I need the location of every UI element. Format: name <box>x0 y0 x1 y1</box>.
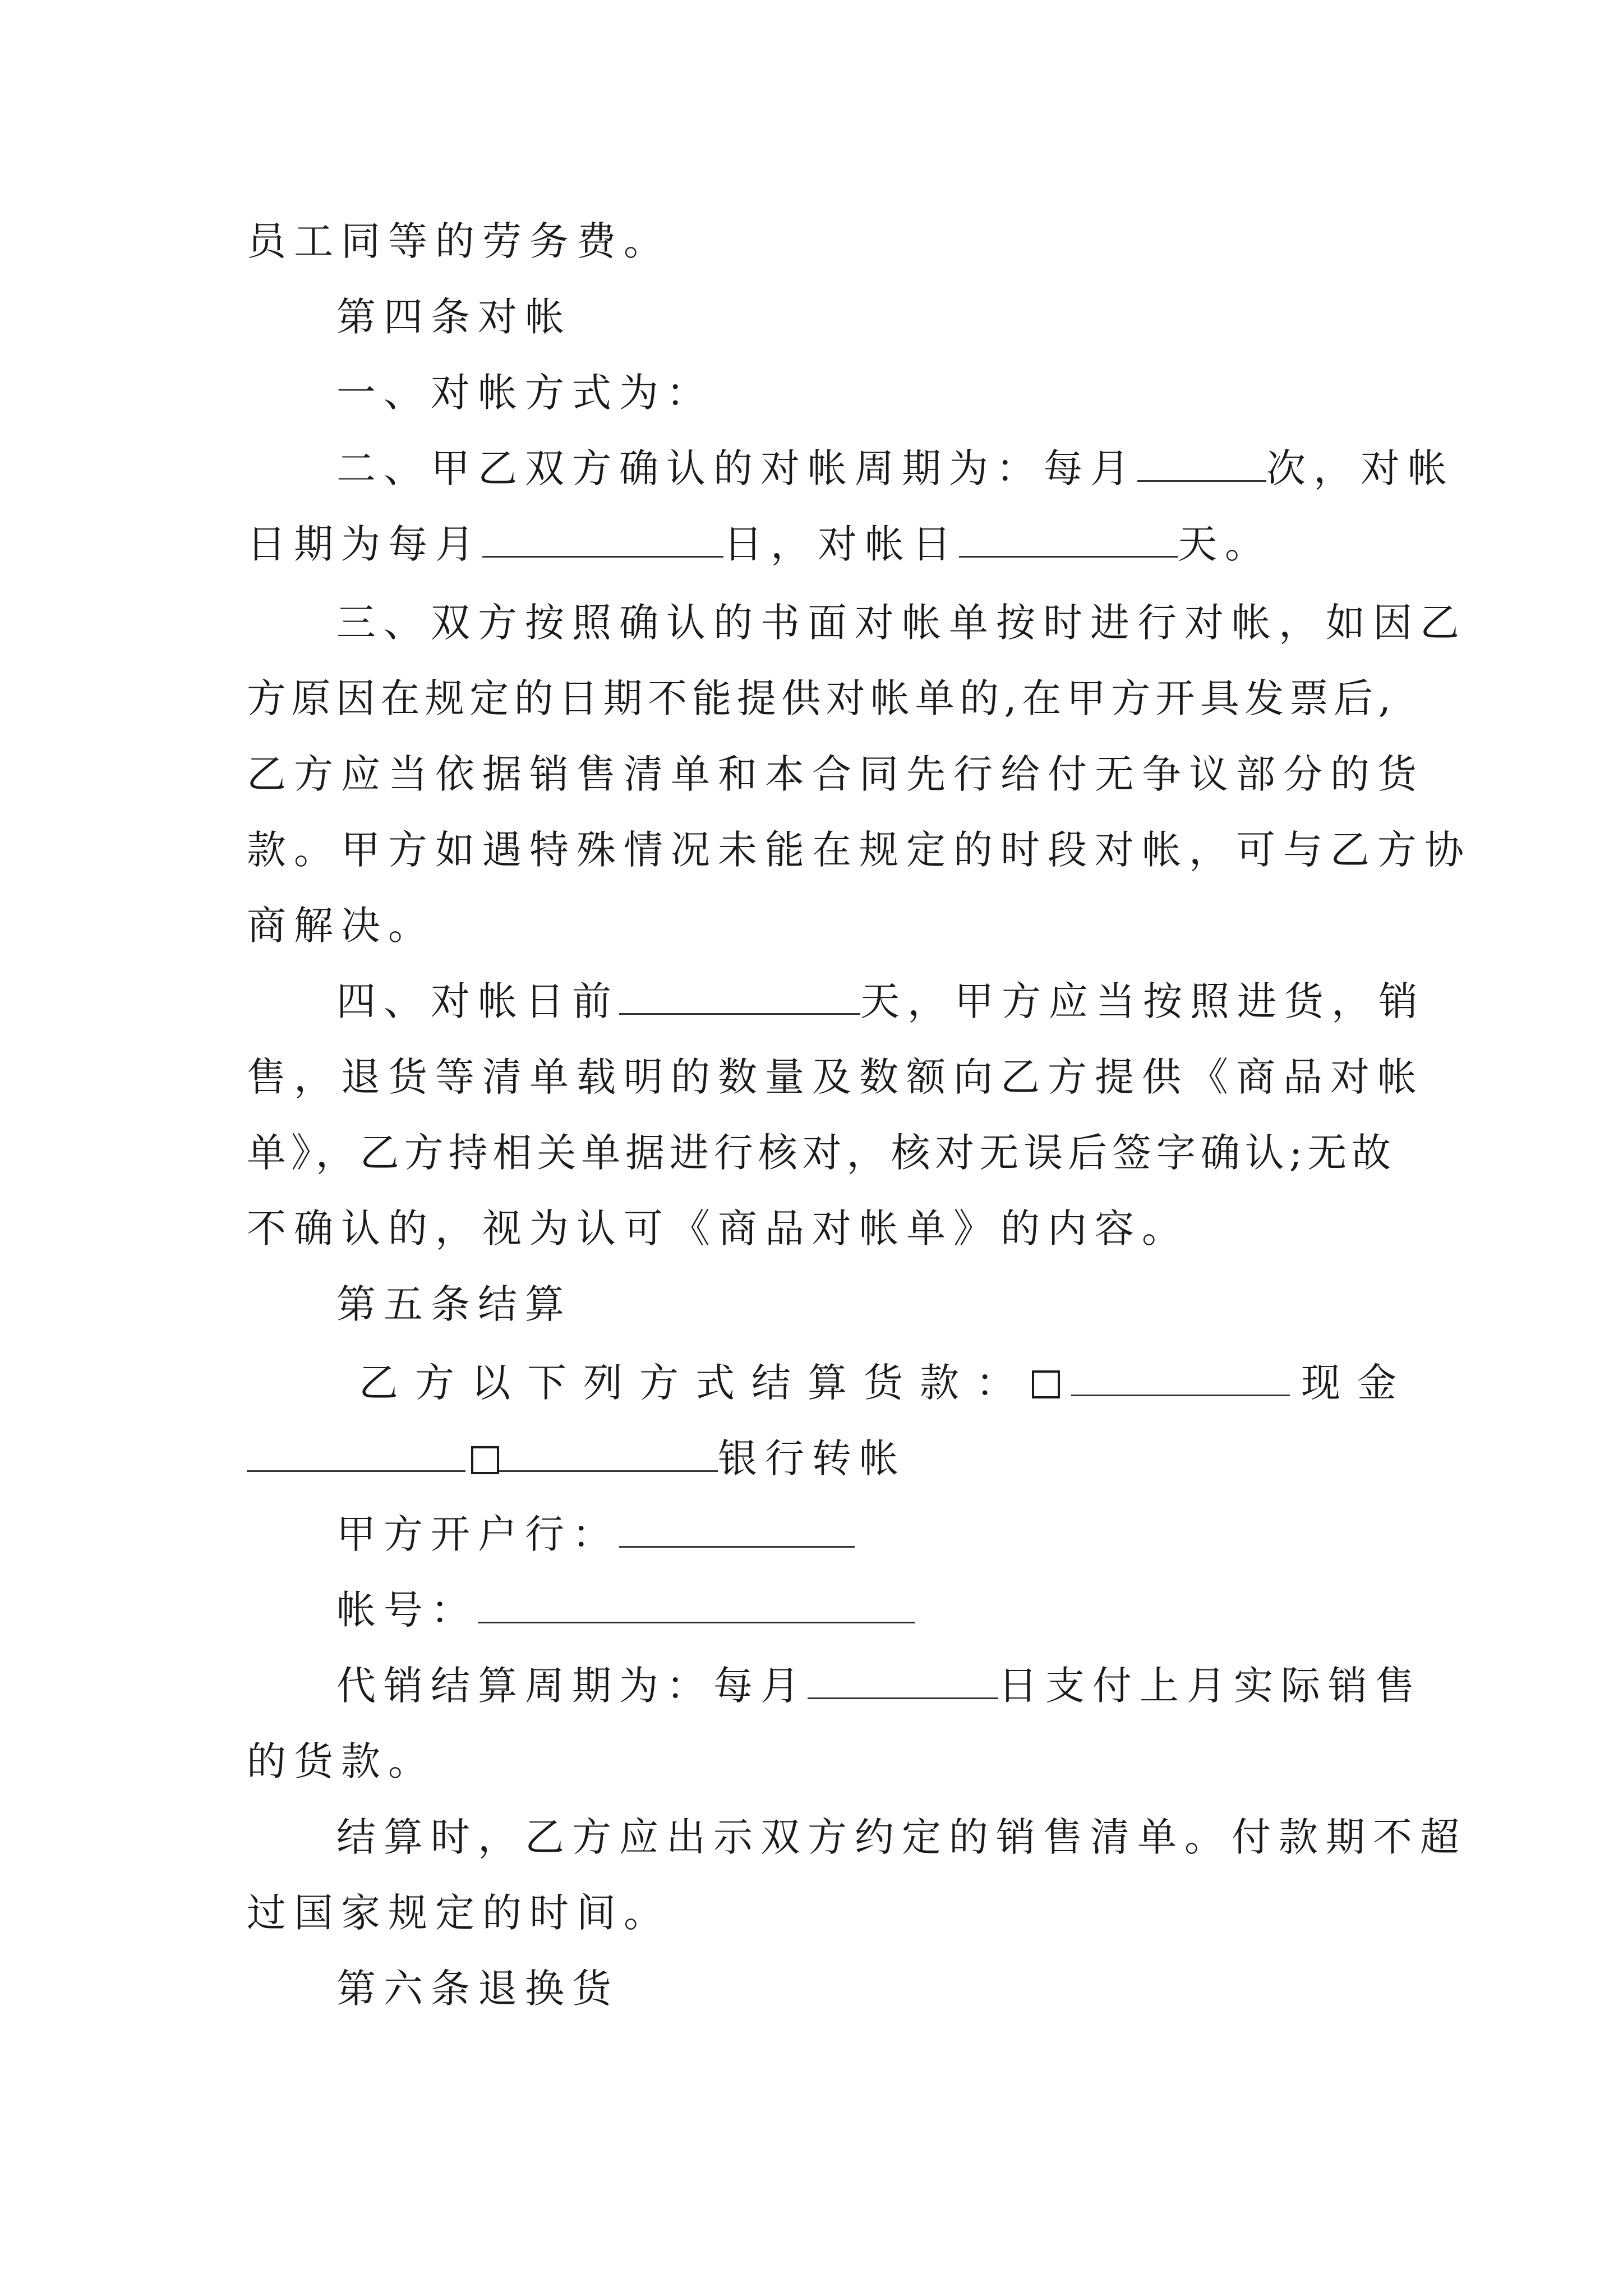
text-line: 甲方开户行： <box>336 1506 1391 1562</box>
blank-line <box>499 1434 718 1472</box>
text-line: 三、双方按照确认的书面对帐单按时进行对帐，如因乙 <box>336 600 1467 646</box>
text-line: 商解决。 <box>247 903 435 949</box>
text-line: 代销结算周期为：每月 日支付上月实际销售 <box>336 1663 1422 1709</box>
text-line: 不确认的，视为认可《商品对帐单》的内容。 <box>247 1205 1189 1251</box>
blank-line <box>482 520 723 558</box>
checkbox-bank-transfer[interactable] <box>471 1446 499 1474</box>
checkbox-cash[interactable] <box>1032 1370 1060 1398</box>
text-line: 帐号： <box>336 1582 1391 1638</box>
text-line: 四、对帐日前 天，甲方应当按照进货，销 <box>336 978 1426 1024</box>
text-line: 一、对帐方式为： <box>336 370 713 416</box>
text-line: 乙方以下列方式结算货款： 现金 <box>359 1360 1413 1406</box>
blank-line <box>619 1510 855 1548</box>
blank-line <box>478 1586 915 1623</box>
text-line: 乙方应当依据销售清单和本合同先行给付无争议部分的货 <box>247 751 1424 797</box>
blank-line <box>1137 444 1266 482</box>
blank-line <box>1071 1359 1290 1396</box>
text-line: 的货款。 <box>247 1738 435 1784</box>
section-heading-reconciliation: 第四条对帐 <box>336 294 572 340</box>
text-line: 售，退货等清单载明的数量及数额向乙方提供《商品对帐 <box>247 1054 1424 1100</box>
text-line: 结算时，乙方应出示双方约定的销售清单。付款期不超 <box>336 1814 1467 1860</box>
text-line: 银行转帐 <box>247 1430 1391 1487</box>
text-line: 日期为每月 日，对帐日 天。 <box>247 521 1272 567</box>
text-line: 款。甲方如遇特殊情况未能在规定的时段对帐，可与乙方协 <box>247 827 1472 873</box>
blank-line <box>247 1434 465 1472</box>
blank-line <box>619 977 860 1015</box>
text-line: 二、甲乙双方确认的对帐周期为：每月 次，对帐 <box>336 445 1455 491</box>
section-heading-settlement: 第五条结算 <box>336 1281 572 1327</box>
blank-line <box>808 1662 998 1699</box>
text-line: 单》，乙方持相关单据进行核对，核对无误后签字确认;无故 <box>247 1130 1391 1176</box>
text-line: 过国家规定的时间。 <box>247 1890 671 1936</box>
blank-line <box>959 520 1178 558</box>
section-heading-returns: 第六条退换货 <box>336 1966 619 2012</box>
text-line: 员工同等的劳务费。 <box>247 218 671 264</box>
text-line: 方原因在规定的日期不能提供对帐单的,在甲方开具发票后, <box>247 675 1391 721</box>
